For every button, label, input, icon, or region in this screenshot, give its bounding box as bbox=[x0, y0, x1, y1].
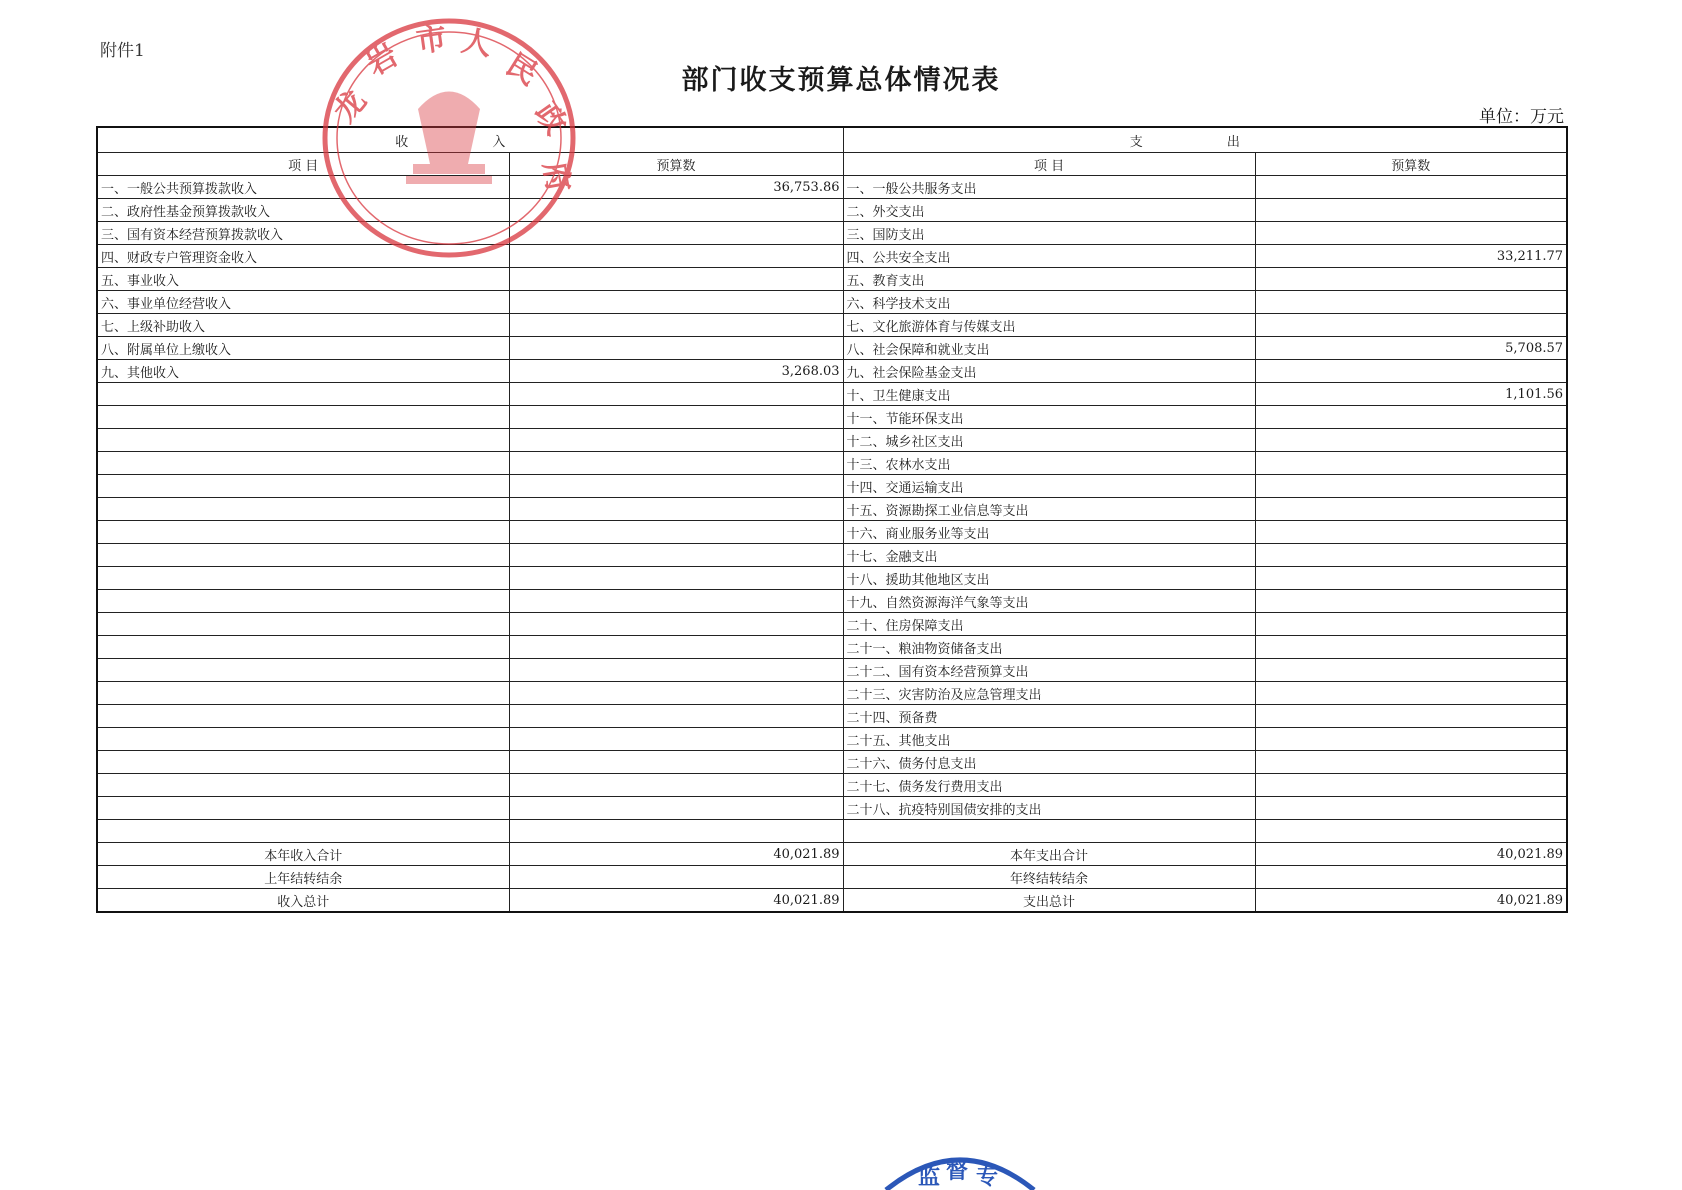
expense-value-cell bbox=[1255, 452, 1567, 475]
page-title: 部门收支预算总体情况表 bbox=[681, 65, 1001, 96]
expense-item-cell: 三、国防支出 bbox=[843, 222, 1255, 245]
income-item-cell bbox=[97, 751, 509, 774]
table-row bbox=[97, 567, 1567, 590]
expense-value-cell bbox=[1255, 797, 1567, 820]
table-row bbox=[97, 659, 1567, 682]
expense-item-cell: 二十二、国有资本经营预算支出 bbox=[843, 659, 1255, 682]
income-budget-header: 预算数 bbox=[509, 153, 843, 176]
table-row bbox=[97, 774, 1567, 797]
expense-value-cell bbox=[1255, 659, 1567, 682]
income-total-value bbox=[509, 866, 843, 889]
expense-total-label: 支出总计 bbox=[843, 889, 1255, 913]
table-row bbox=[97, 751, 1567, 774]
table-row bbox=[97, 613, 1567, 636]
income-value-cell bbox=[509, 429, 843, 452]
expense-value-cell bbox=[1255, 567, 1567, 590]
income-item-cell: 二、政府性基金预算拨款收入 bbox=[97, 199, 509, 222]
income-value-cell bbox=[509, 291, 843, 314]
expense-item-cell: 一、一般公共服务支出 bbox=[843, 176, 1255, 199]
expense-item-cell: 二十三、灾害防治及应急管理支出 bbox=[843, 682, 1255, 705]
income-item-cell: 五、事业收入 bbox=[97, 268, 509, 291]
expense-item-cell: 十七、金融支出 bbox=[843, 544, 1255, 567]
income-value-cell bbox=[509, 590, 843, 613]
table-row bbox=[97, 199, 1567, 222]
table-row bbox=[97, 544, 1567, 567]
expense-value-cell: 33,211.77 bbox=[1255, 245, 1567, 268]
income-item-cell: 六、事业单位经营收入 bbox=[97, 291, 509, 314]
expense-value-cell bbox=[1255, 544, 1567, 567]
income-group-header: 收 入 bbox=[97, 127, 843, 153]
income-item-cell: 四、财政专户管理资金收入 bbox=[97, 245, 509, 268]
expense-item-cell: 八、社会保障和就业支出 bbox=[843, 337, 1255, 360]
svg-text:监: 监 bbox=[918, 1164, 941, 1190]
table-row bbox=[97, 268, 1567, 291]
income-value-cell bbox=[509, 751, 843, 774]
income-item-cell bbox=[97, 383, 509, 406]
income-value-cell bbox=[509, 613, 843, 636]
expense-item-cell: 十三、农林水支出 bbox=[843, 452, 1255, 475]
expense-item-cell: 十五、资源勘探工业信息等支出 bbox=[843, 498, 1255, 521]
income-value-cell bbox=[509, 199, 843, 222]
income-value-cell bbox=[509, 705, 843, 728]
expense-value-cell bbox=[1255, 728, 1567, 751]
total-row bbox=[97, 889, 1567, 913]
income-value-cell bbox=[509, 567, 843, 590]
table-row bbox=[97, 406, 1567, 429]
income-item-cell bbox=[97, 475, 509, 498]
expense-value-cell bbox=[1255, 636, 1567, 659]
income-value-cell bbox=[509, 682, 843, 705]
table-row bbox=[97, 521, 1567, 544]
income-value-cell bbox=[509, 245, 843, 268]
income-item-cell bbox=[97, 728, 509, 751]
income-item-cell bbox=[97, 797, 509, 820]
income-value-cell bbox=[509, 544, 843, 567]
expense-value-cell bbox=[1255, 268, 1567, 291]
table-row bbox=[97, 636, 1567, 659]
expense-item-cell: 二十、住房保障支出 bbox=[843, 613, 1255, 636]
income-value-cell bbox=[509, 659, 843, 682]
seal-fragment-icon bbox=[880, 1148, 1040, 1190]
income-item-cell bbox=[97, 567, 509, 590]
expense-value-cell bbox=[1255, 314, 1567, 337]
table-row bbox=[97, 705, 1567, 728]
table-row bbox=[97, 590, 1567, 613]
table-row bbox=[97, 429, 1567, 452]
table-row bbox=[97, 452, 1567, 475]
expense-value-cell bbox=[1255, 176, 1567, 199]
income-total-value: 40,021.89 bbox=[509, 889, 843, 913]
expense-item-cell: 十四、交通运输支出 bbox=[843, 475, 1255, 498]
income-item-cell bbox=[97, 682, 509, 705]
income-value-cell: 3,268.03 bbox=[509, 360, 843, 383]
expense-item-header: 项 目 bbox=[843, 153, 1255, 176]
svg-text:专: 专 bbox=[976, 1164, 999, 1190]
expense-value-cell bbox=[1255, 613, 1567, 636]
income-item-cell bbox=[97, 820, 509, 843]
income-value-cell bbox=[509, 314, 843, 337]
expense-value-cell bbox=[1255, 360, 1567, 383]
expense-item-cell: 二十一、粮油物资储备支出 bbox=[843, 636, 1255, 659]
income-value-cell: 36,753.86 bbox=[509, 176, 843, 199]
expense-item-cell: 二十四、预备费 bbox=[843, 705, 1255, 728]
expense-item-cell: 二十五、其他支出 bbox=[843, 728, 1255, 751]
income-value-cell bbox=[509, 820, 843, 843]
income-item-cell bbox=[97, 659, 509, 682]
income-item-cell: 八、附属单位上缴收入 bbox=[97, 337, 509, 360]
income-item-cell bbox=[97, 498, 509, 521]
expense-total-label: 年终结转结余 bbox=[843, 866, 1255, 889]
table-row bbox=[97, 475, 1567, 498]
svg-text:市: 市 bbox=[414, 21, 449, 60]
expense-value-cell bbox=[1255, 820, 1567, 843]
table-row bbox=[97, 820, 1567, 843]
income-item-header: 项 目 bbox=[97, 153, 509, 176]
expense-item-cell: 六、科学技术支出 bbox=[843, 291, 1255, 314]
budget-table bbox=[96, 126, 1568, 913]
income-total-label: 上年结转结余 bbox=[97, 866, 509, 889]
svg-text:人: 人 bbox=[458, 23, 495, 64]
expense-item-cell: 七、文化旅游体育与传媒支出 bbox=[843, 314, 1255, 337]
income-value-cell bbox=[509, 475, 843, 498]
expense-item-cell: 九、社会保险基金支出 bbox=[843, 360, 1255, 383]
unit-label: 单位：万元 bbox=[1479, 107, 1564, 127]
income-total-label: 收入总计 bbox=[97, 889, 509, 913]
income-item-cell: 七、上级补助收入 bbox=[97, 314, 509, 337]
income-item-cell bbox=[97, 636, 509, 659]
income-total-label: 本年收入合计 bbox=[97, 843, 509, 866]
expense-value-cell: 1,101.56 bbox=[1255, 383, 1567, 406]
income-item-cell bbox=[97, 521, 509, 544]
expense-value-cell bbox=[1255, 406, 1567, 429]
expense-value-cell bbox=[1255, 521, 1567, 544]
expense-item-cell: 十一、节能环保支出 bbox=[843, 406, 1255, 429]
table-row bbox=[97, 314, 1567, 337]
expense-total-value: 40,021.89 bbox=[1255, 889, 1567, 913]
income-value-cell bbox=[509, 406, 843, 429]
income-item-cell bbox=[97, 429, 509, 452]
expense-group-header: 支 出 bbox=[843, 127, 1567, 153]
expense-item-cell: 二十六、债务付息支出 bbox=[843, 751, 1255, 774]
expense-value-cell bbox=[1255, 682, 1567, 705]
income-value-cell bbox=[509, 521, 843, 544]
income-item-cell: 一、一般公共预算拨款收入 bbox=[97, 176, 509, 199]
expense-item-cell: 二十七、债务发行费用支出 bbox=[843, 774, 1255, 797]
total-row bbox=[97, 843, 1567, 866]
expense-value-cell bbox=[1255, 222, 1567, 245]
expense-total-label: 本年支出合计 bbox=[843, 843, 1255, 866]
expense-value-cell bbox=[1255, 291, 1567, 314]
attachment-label: 附件1 bbox=[100, 41, 145, 61]
table-row bbox=[97, 222, 1567, 245]
expense-item-cell: 十八、援助其他地区支出 bbox=[843, 567, 1255, 590]
income-item-cell: 九、其他收入 bbox=[97, 360, 509, 383]
svg-text:政: 政 bbox=[527, 96, 574, 142]
income-value-cell bbox=[509, 797, 843, 820]
expense-value-cell bbox=[1255, 705, 1567, 728]
expense-item-cell: 十六、商业服务业等支出 bbox=[843, 521, 1255, 544]
table-row bbox=[97, 337, 1567, 360]
table-row bbox=[97, 797, 1567, 820]
expense-total-value bbox=[1255, 866, 1567, 889]
expense-value-cell bbox=[1255, 774, 1567, 797]
income-value-cell bbox=[509, 728, 843, 751]
expense-value-cell bbox=[1255, 429, 1567, 452]
column-header-row bbox=[97, 153, 1567, 176]
table-row bbox=[97, 176, 1567, 199]
table-row bbox=[97, 245, 1567, 268]
income-item-cell bbox=[97, 406, 509, 429]
income-total-value: 40,021.89 bbox=[509, 843, 843, 866]
table-row bbox=[97, 498, 1567, 521]
total-row bbox=[97, 866, 1567, 889]
expense-value-cell bbox=[1255, 590, 1567, 613]
expense-item-cell bbox=[843, 820, 1255, 843]
income-value-cell bbox=[509, 268, 843, 291]
income-value-cell bbox=[509, 383, 843, 406]
expense-item-cell: 十二、城乡社区支出 bbox=[843, 429, 1255, 452]
table-row bbox=[97, 291, 1567, 314]
expense-total-value: 40,021.89 bbox=[1255, 843, 1567, 866]
expense-item-cell: 二、外交支出 bbox=[843, 199, 1255, 222]
svg-text:岩: 岩 bbox=[360, 37, 404, 83]
expense-value-cell: 5,708.57 bbox=[1255, 337, 1567, 360]
expense-value-cell bbox=[1255, 751, 1567, 774]
income-value-cell bbox=[509, 636, 843, 659]
expense-item-cell: 五、教育支出 bbox=[843, 268, 1255, 291]
group-header-row bbox=[97, 127, 1567, 153]
svg-text:龙: 龙 bbox=[327, 83, 374, 130]
income-item-cell bbox=[97, 544, 509, 567]
expense-value-cell bbox=[1255, 199, 1567, 222]
expense-item-cell: 十、卫生健康支出 bbox=[843, 383, 1255, 406]
income-item-cell bbox=[97, 705, 509, 728]
expense-item-cell: 十九、自然资源海洋气象等支出 bbox=[843, 590, 1255, 613]
expense-value-cell bbox=[1255, 498, 1567, 521]
expense-item-cell: 四、公共安全支出 bbox=[843, 245, 1255, 268]
svg-text:民: 民 bbox=[499, 47, 544, 93]
income-item-cell: 三、国有资本经营预算拨款收入 bbox=[97, 222, 509, 245]
income-item-cell bbox=[97, 613, 509, 636]
expense-value-cell bbox=[1255, 475, 1567, 498]
table-row bbox=[97, 682, 1567, 705]
expense-budget-header: 预算数 bbox=[1255, 153, 1567, 176]
svg-text:督: 督 bbox=[946, 1158, 969, 1184]
expense-item-cell: 二十八、抗疫特别国债安排的支出 bbox=[843, 797, 1255, 820]
income-item-cell bbox=[97, 452, 509, 475]
income-value-cell bbox=[509, 452, 843, 475]
income-value-cell bbox=[509, 498, 843, 521]
table-row bbox=[97, 383, 1567, 406]
svg-text:府: 府 bbox=[536, 159, 576, 195]
income-value-cell bbox=[509, 222, 843, 245]
income-item-cell bbox=[97, 774, 509, 797]
income-item-cell bbox=[97, 590, 509, 613]
table-row bbox=[97, 728, 1567, 751]
income-value-cell bbox=[509, 774, 843, 797]
income-value-cell bbox=[509, 337, 843, 360]
table-row bbox=[97, 360, 1567, 383]
